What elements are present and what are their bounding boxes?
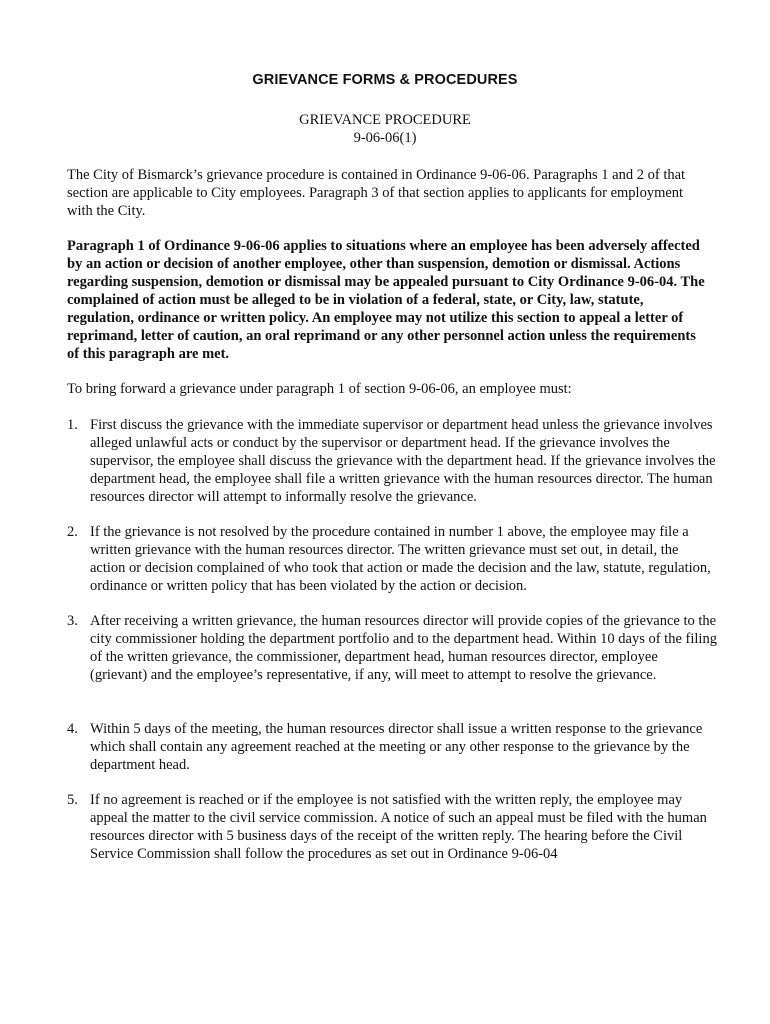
step-text: After receiving a written grievance, the human resources director will provide copies of the grievance to the city commissioner holding the department portfolio and to the department head. Within 10 days of the filing of the written grievance, the commissioner, department head, human resources director, employee (grievant) and the employee’s representative, if any, will meet to attempt to resolve the grievance. [90, 613, 717, 683]
step-text: If the grievance is not resolved by the procedure contained in number 1 above, the employee may file a written grievance with the human resources director. The written grievance must set out, in detail, the action or decision complained of who took that action or made the decision and the law, statute, regulation, ordinance or written policy that has been violated by the action or decision. [90, 524, 711, 594]
procedure-heading: GRIEVANCE PROCEDURE [299, 112, 471, 128]
step-item [67, 612, 717, 684]
step-item [67, 720, 717, 774]
step-item [67, 416, 717, 506]
step-text: If no agreement is reached or if the employee is not satisfied with the written reply, the employee may appeal the matter to the civil service commission. A notice of such an appeal must be filed with the human resources director with 5 business days of the receipt of the written reply. The hearing before the Civil Service Commission shall follow the procedures as set out in Ordinance 9-06-04 [90, 792, 707, 862]
step-number: 3. [67, 613, 78, 629]
step-item [67, 791, 717, 863]
step-text: Within 5 days of the meeting, the human resources director shall issue a written response to the grievance which shall contain any agreement reached at the meeting or any other response to the grievance by the department head. [90, 721, 703, 773]
paragraph-1-summary: Paragraph 1 of Ordinance 9-06-06 applies to situations where an employee has been adversely affected by an action or decision of another employee, other than suspension, demotion or dismissal. Actions regarding suspension, demotion or dismissal may be appealed pursuant to City Ordinance 9-06-04. The complained of action must be alleged to be in violation of a federal, state, or City, law, statute, regulation, ordinance or written policy. An employee may not utilize this section to appeal a letter of reprimand, letter of caution, an oral reprimand or any other personnel action unless the requirements of this paragraph are met. [67, 238, 705, 362]
step-number: 4. [67, 721, 78, 737]
step-item [67, 523, 717, 595]
step-number: 5. [67, 792, 78, 808]
document-title: GRIEVANCE FORMS & PROCEDURES [252, 72, 518, 88]
intro-paragraph: The City of Bismarck’s grievance procedure is contained in Ordinance 9-06-06. Paragraphs 1 and 2 of that section are applicable to City employees. Paragraph 3 of that section applies to applicants for employment with the City. [67, 167, 686, 219]
step-number: 1. [67, 417, 78, 433]
step-number: 2. [67, 524, 78, 540]
ordinance-number: 9-06-06(1) [353, 130, 417, 146]
steps-lead-in: To bring forward a grievance under paragraph 1 of section 9-06-06, an employee must: [67, 381, 572, 397]
step-text: First discuss the grievance with the immediate supervisor or department head unless the grievance involves alleged unlawful acts or conduct by the supervisor or department head. If the grievance involves the supervisor, the employee shall discuss the grievance with the department head. If the grievance involves the department head, the employee shall file a written grievance with the human resources director. The human resources director will attempt to informally resolve the grievance. [90, 417, 716, 505]
